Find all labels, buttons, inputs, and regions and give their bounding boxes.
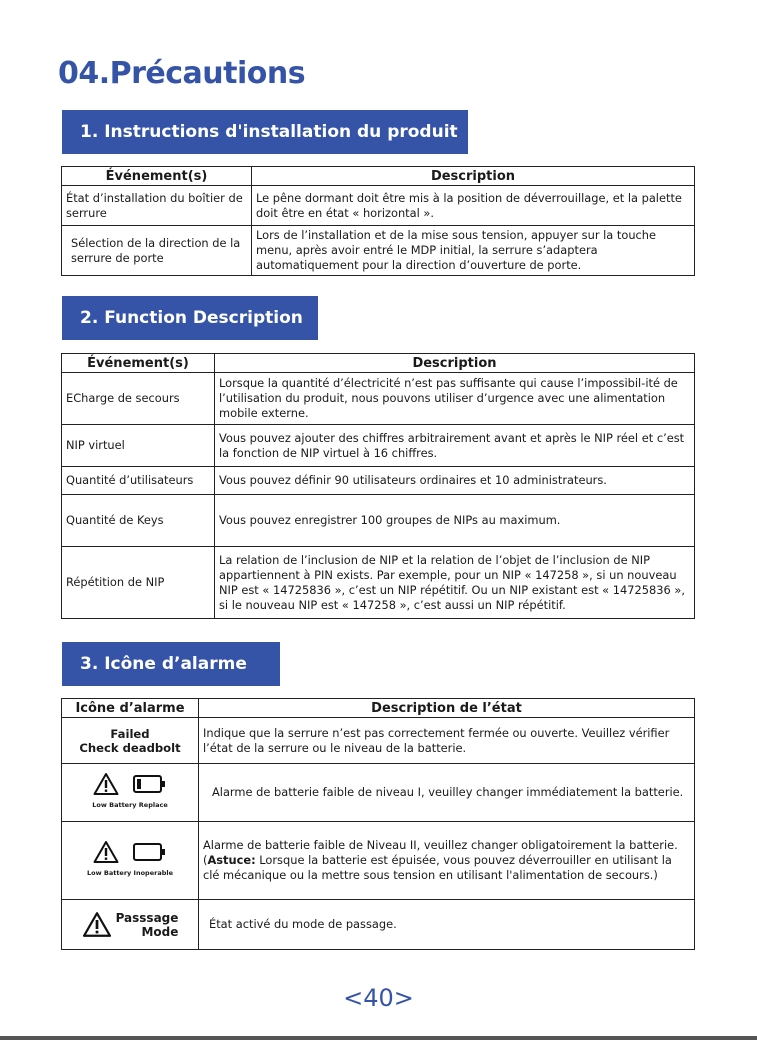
state-description-column-header: Description de l’état	[199, 699, 695, 718]
warning-icon	[93, 772, 119, 796]
description-cell: Lorsque la quantité d’électricité n’est pas suffisante qui cause l’impossibil-ité de l’utilisation du produit, nous pouvons utiliser d’urgence avec une alimentation mobile externe.	[215, 373, 695, 425]
battery-empty-icon	[133, 842, 167, 862]
table-row	[62, 467, 695, 495]
page-title: 04.Précautions	[58, 56, 306, 91]
warning-icon	[82, 911, 112, 938]
description-cell: Vous pouvez définir 90 utilisateurs ordinaires et 10 administrateurs.	[215, 467, 695, 495]
table-row	[62, 764, 695, 822]
section-3-banner: 3. Icône d’alarme	[62, 642, 280, 686]
description-text: Alarme de batterie faible de Niveau II, veuillez changer obligatoirement la batterie. (	[203, 838, 678, 867]
bottom-rule	[0, 1036, 757, 1040]
event-column-header: Événement(s)	[62, 354, 215, 373]
description-cell: La relation de l’inclusion de NIP et la relation de l’objet de l’inclusion de NIP appartiennent à PIN exists. Par exemple, pour un NIP « 147258 », si un nouveau NIP est « 14725836 », c’est un NIP répétitif. Ou un NIP existant est « 14725836 », si le nouveau NIP est « 147258 », c’est aussi un NIP répétitif.	[215, 547, 695, 619]
icon-column-header: Icône d’alarme	[62, 699, 199, 718]
event-column-header: Événement(s)	[62, 167, 252, 186]
description-column-header: Description	[215, 354, 695, 373]
tip-text: Lorsque la batterie est épuisée, vous pouvez déverrouiller en utilisant la clé mécanique ou la mettre sous tension en utilisant l'alimentation de secours.)	[203, 853, 672, 882]
failed-check-deadbolt-label	[62, 718, 199, 764]
event-cell: Sélection de la direction de la serrure de porte	[62, 226, 252, 276]
alarm-icon-table	[61, 698, 695, 950]
page-number: <40>	[343, 984, 414, 1012]
installation-table	[61, 166, 695, 276]
event-cell: Répétition de NIP	[62, 547, 215, 619]
table-row	[62, 547, 695, 619]
passage-label: Passsage	[115, 910, 179, 925]
section-1-banner: 1. Instructions d'installation du produit	[62, 110, 468, 154]
table-row	[62, 495, 695, 547]
section-2-banner: 2. Function Description	[62, 296, 318, 340]
table-row	[62, 718, 695, 764]
table-row	[62, 226, 695, 276]
description-cell: Vous pouvez enregistrer 100 groupes de NIPs au maximum.	[215, 495, 695, 547]
table-row	[62, 373, 695, 425]
battery-low-icon	[133, 774, 167, 794]
table-row	[62, 186, 695, 226]
low-battery-replace-caption: Low Battery Replace	[92, 801, 168, 809]
description-column-header: Description	[252, 167, 695, 186]
event-cell: NIP virtuel	[62, 425, 215, 467]
low-battery-inoperable-caption: Low Battery Inoperable	[87, 869, 173, 877]
failed-label: Failed	[110, 726, 150, 741]
tip-label: Astuce:	[207, 853, 256, 867]
warning-icon	[93, 840, 119, 864]
event-cell: Quantité d’utilisateurs	[62, 467, 215, 495]
low-battery-replace-cell	[62, 764, 199, 822]
event-cell: Quantité de Keys	[62, 495, 215, 547]
low-battery-inoperable-cell	[62, 822, 199, 900]
description-cell: Le pêne dormant doit être mis à la position de déverrouillage, et la palette doit être en état « horizontal ».	[252, 186, 695, 226]
mode-label: Mode	[141, 924, 179, 939]
check-deadbolt-label: Check deadbolt	[79, 740, 181, 755]
description-cell: Alarme de batterie faible de niveau I, veuilley changer immédiatement la batterie.	[199, 764, 695, 822]
description-cell: Lors de l’installation et de la mise sous tension, appuyer sur la touche menu, après avoir entré le MDP initial, la serrure s’adaptera automatiquement pour la direction d’ouverture de porte.	[252, 226, 695, 276]
description-cell: Vous pouvez ajouter des chiffres arbitrairement avant et après le NIP réel et c’est la fonction de NIP virtuel à 16 chiffres.	[215, 425, 695, 467]
passage-mode-cell	[62, 900, 199, 950]
function-table	[61, 353, 695, 619]
table-row	[62, 900, 695, 950]
event-cell: ECharge de secours	[62, 373, 215, 425]
event-cell: État d’installation du boîtier de serrure	[62, 186, 252, 226]
table-row	[62, 822, 695, 900]
description-cell: État activé du mode de passage.	[199, 900, 695, 950]
description-cell	[199, 822, 695, 900]
description-cell: Indique que la serrure n’est pas correctement fermée ou ouverte. Veuillez vérifier l’état de la serrure ou le niveau de la batterie.	[199, 718, 695, 764]
table-row	[62, 425, 695, 467]
